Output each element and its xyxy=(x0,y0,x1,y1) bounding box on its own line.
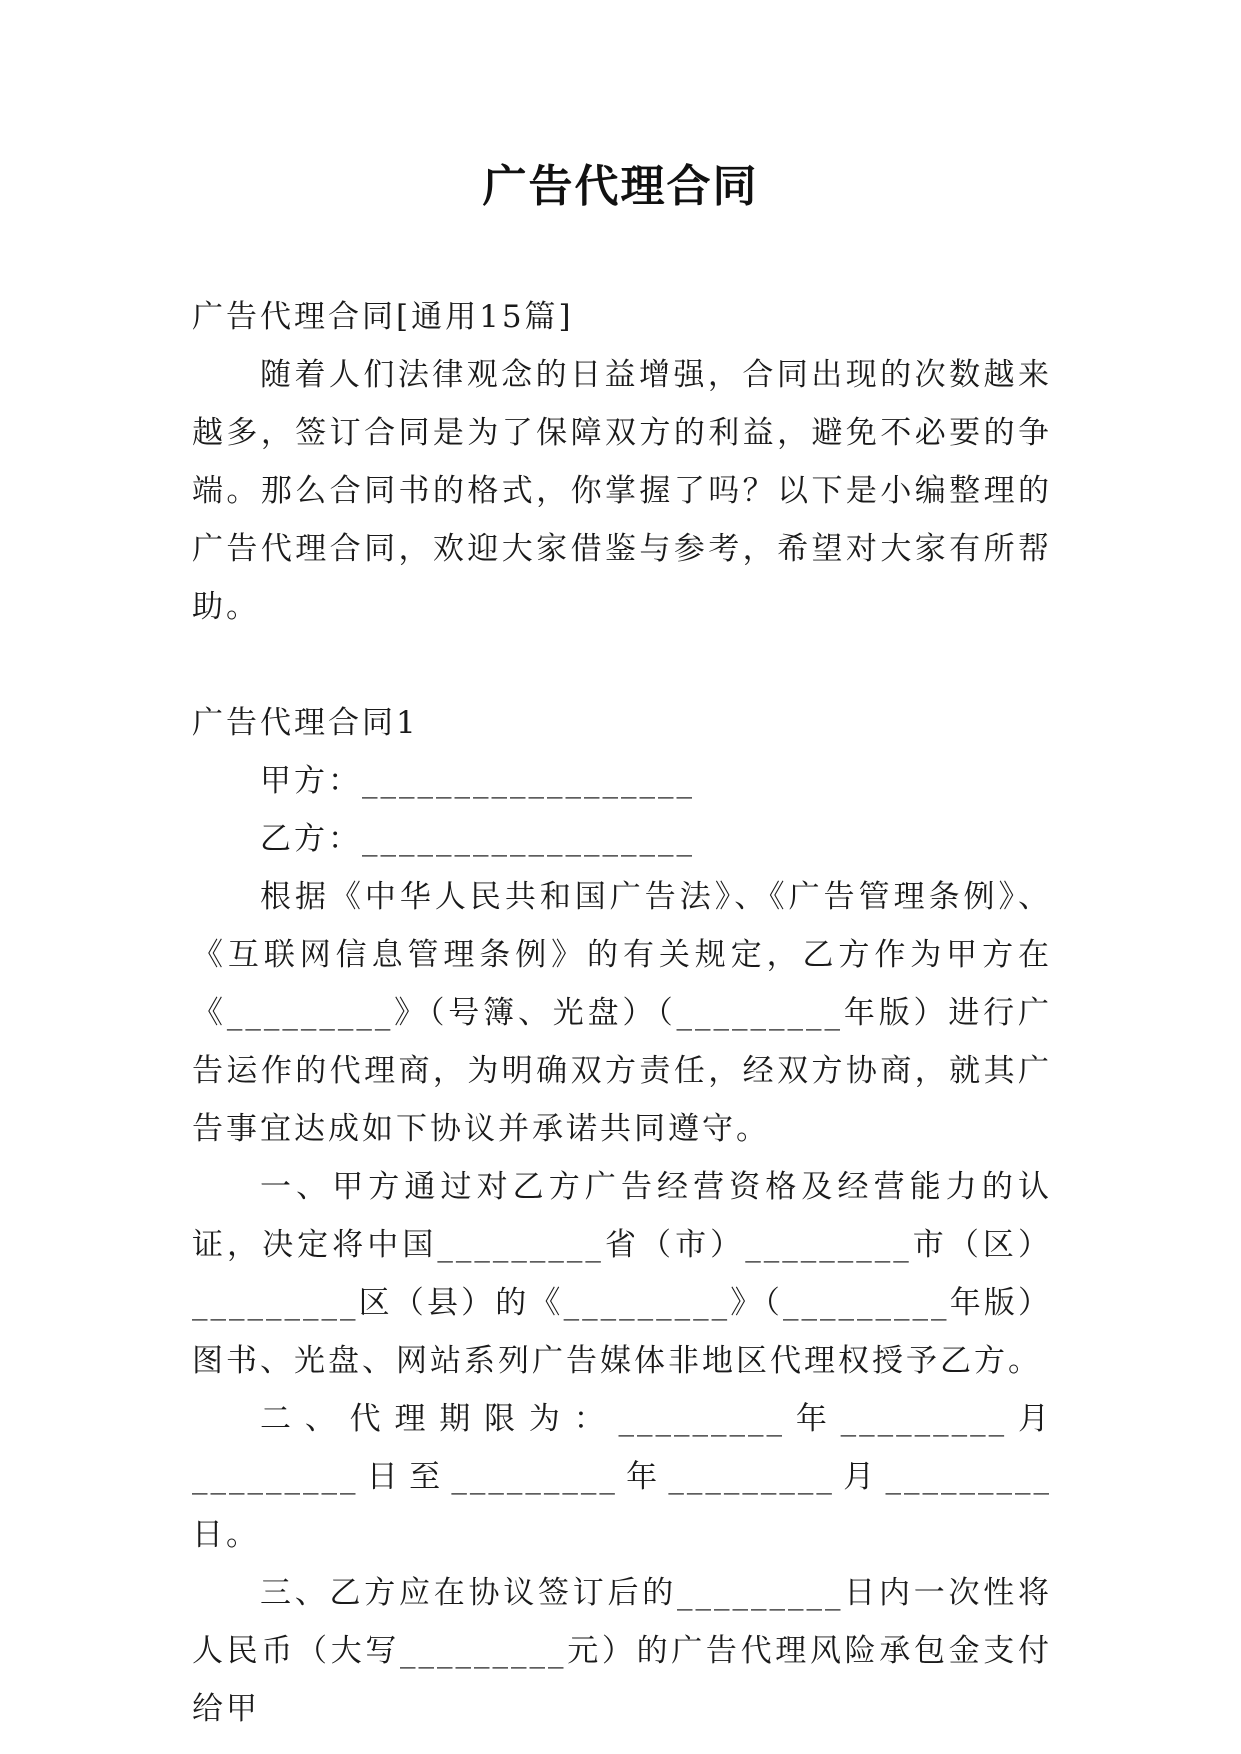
section-heading: 广告代理合同1 xyxy=(192,705,419,741)
clause-1: 一、甲方通过对乙方广告经营资格及经营能力的认证，决定将中国_________省（市）_________市（区）_________区（县）的《_________》（_________年版）图书、光盘、网站系列广告媒体非地区代理权授予乙方。 xyxy=(192,1169,1052,1379)
party-b-line: 乙方：__________________ xyxy=(260,821,695,857)
document-title: 广告代理合同 xyxy=(482,161,759,212)
clause-2: 二、代理期限为：_________年_________月_________日至_________年_________月_________日。 xyxy=(192,1401,1052,1553)
party-a-line: 甲方：__________________ xyxy=(260,763,695,799)
document-subtitle: 广告代理合同[通用15篇] xyxy=(192,299,574,335)
clause-3: 三、乙方应在协议签订后的_________日内一次性将人民币（大写_________元）的广告代理风险承包金支付给甲 xyxy=(192,1575,1052,1727)
document-body xyxy=(192,288,1052,1738)
intro-paragraph: 随着人们法律观念的日益增强，合同出现的次数越来越多，签订合同是为了保障双方的利益，避免不必要的争端。那么合同书的格式，你掌握了吗？以下是小编整理的广告代理合同，欢迎大家借鉴与参考，希望对大家有所帮助。 xyxy=(192,357,1052,625)
basis-paragraph: 根据《中华人民共和国广告法》、《广告管理条例》、《互联网信息管理条例》的有关规定，乙方作为甲方在《_________》（号簿、光盘）（_________年版）进行广告运作的代理商，为明确双方责任，经双方协商，就其广告事宜达成如下协议并承诺共同遵守。 xyxy=(192,879,1052,1147)
